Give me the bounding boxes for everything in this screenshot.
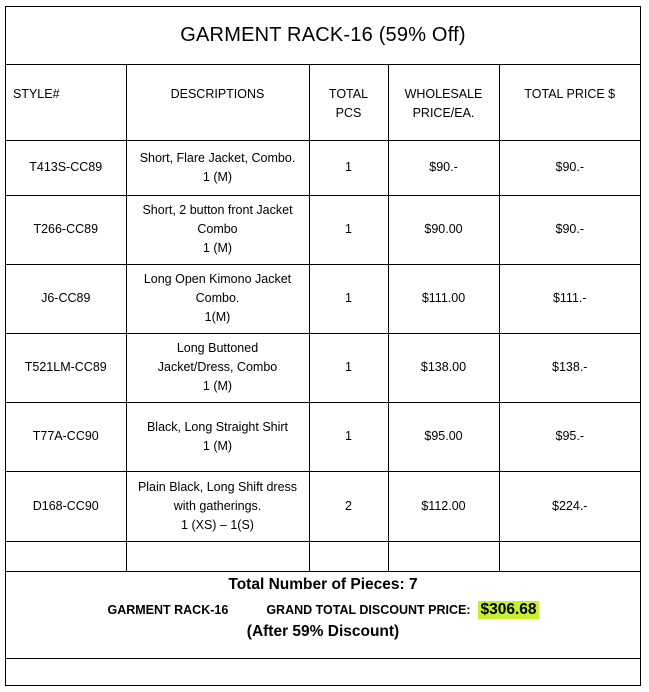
price-cell: $138.00 [388,333,499,402]
pcs-cell: 1 [309,140,388,195]
pcs-cell: 1 [309,402,388,471]
grand-total-value: $306.68 [480,600,537,618]
price-cell: $95.00 [388,402,499,471]
table-row [6,471,640,541]
table-row [6,402,640,471]
table-row [6,140,640,195]
description-cell: Short, 2 button front Jacket Combo 1 (M) [126,195,309,264]
description-cell: Plain Black, Long Shift dress with gatherings. 1 (XS) – 1(S) [126,471,309,541]
total-cell: $111.- [499,264,640,333]
style-cell: J6-CC89 [6,264,126,333]
price-cell: $111.00 [388,264,499,333]
total-cell: $95.- [499,402,640,471]
col-header-wholesale-price: WHOLESALE PRICE/EA. [388,65,499,140]
total-cell: $90.- [499,140,640,195]
style-cell: T77A-CC90 [6,402,126,471]
price-cell: $90.00 [388,195,499,264]
col-header-style: STYLE# [6,65,126,140]
summary-block [6,572,640,659]
empty-cell [6,541,126,571]
style-cell: T521LM-CC89 [6,333,126,402]
total-cell: $90.- [499,195,640,264]
grand-total-label: GRAND TOTAL DISCOUNT PRICE: [266,602,471,617]
description-cell: Black, Long Straight Shirt 1 (M) [126,402,309,471]
empty-cell [126,541,309,571]
pcs-cell: 1 [309,264,388,333]
price-sheet [5,6,641,686]
pcs-cell: 2 [309,471,388,541]
col-header-total-price: TOTAL PRICE $ [499,65,640,140]
price-cell: $112.00 [388,471,499,541]
style-cell: T413S-CC89 [6,140,126,195]
description-cell: Long Buttoned Jacket/Dress, Combo 1 (M) [126,333,309,402]
empty-cell [499,541,640,571]
style-cell: D168-CC90 [6,471,126,541]
sheet-title: GARMENT RACK-16 (59% Off) [6,7,640,65]
empty-row [6,541,640,571]
empty-cell [388,541,499,571]
empty-cell [309,541,388,571]
pcs-cell: 1 [309,333,388,402]
table-row [6,264,640,333]
header-row [6,65,640,140]
price-cell: $90.- [388,140,499,195]
discount-note: (After 59% Discount) [246,622,400,640]
grand-total-line [6,598,640,622]
total-pieces: Total Number of Pieces: 7 [228,575,418,593]
style-cell: T266-CC89 [6,195,126,264]
table-row [6,195,640,264]
description-cell: Short, Flare Jacket, Combo. 1 (M) [126,140,309,195]
col-header-total-pcs: TOTAL PCS [309,65,388,140]
table-row [6,333,640,402]
description-cell: Long Open Kimono Jacket Combo. 1(M) [126,264,309,333]
items-table [6,65,640,572]
rack-label: GARMENT RACK-16 [107,602,229,617]
col-header-descriptions: DESCRIPTIONS [126,65,309,140]
total-cell: $138.- [499,333,640,402]
total-cell: $224.- [499,471,640,541]
pcs-cell: 1 [309,195,388,264]
